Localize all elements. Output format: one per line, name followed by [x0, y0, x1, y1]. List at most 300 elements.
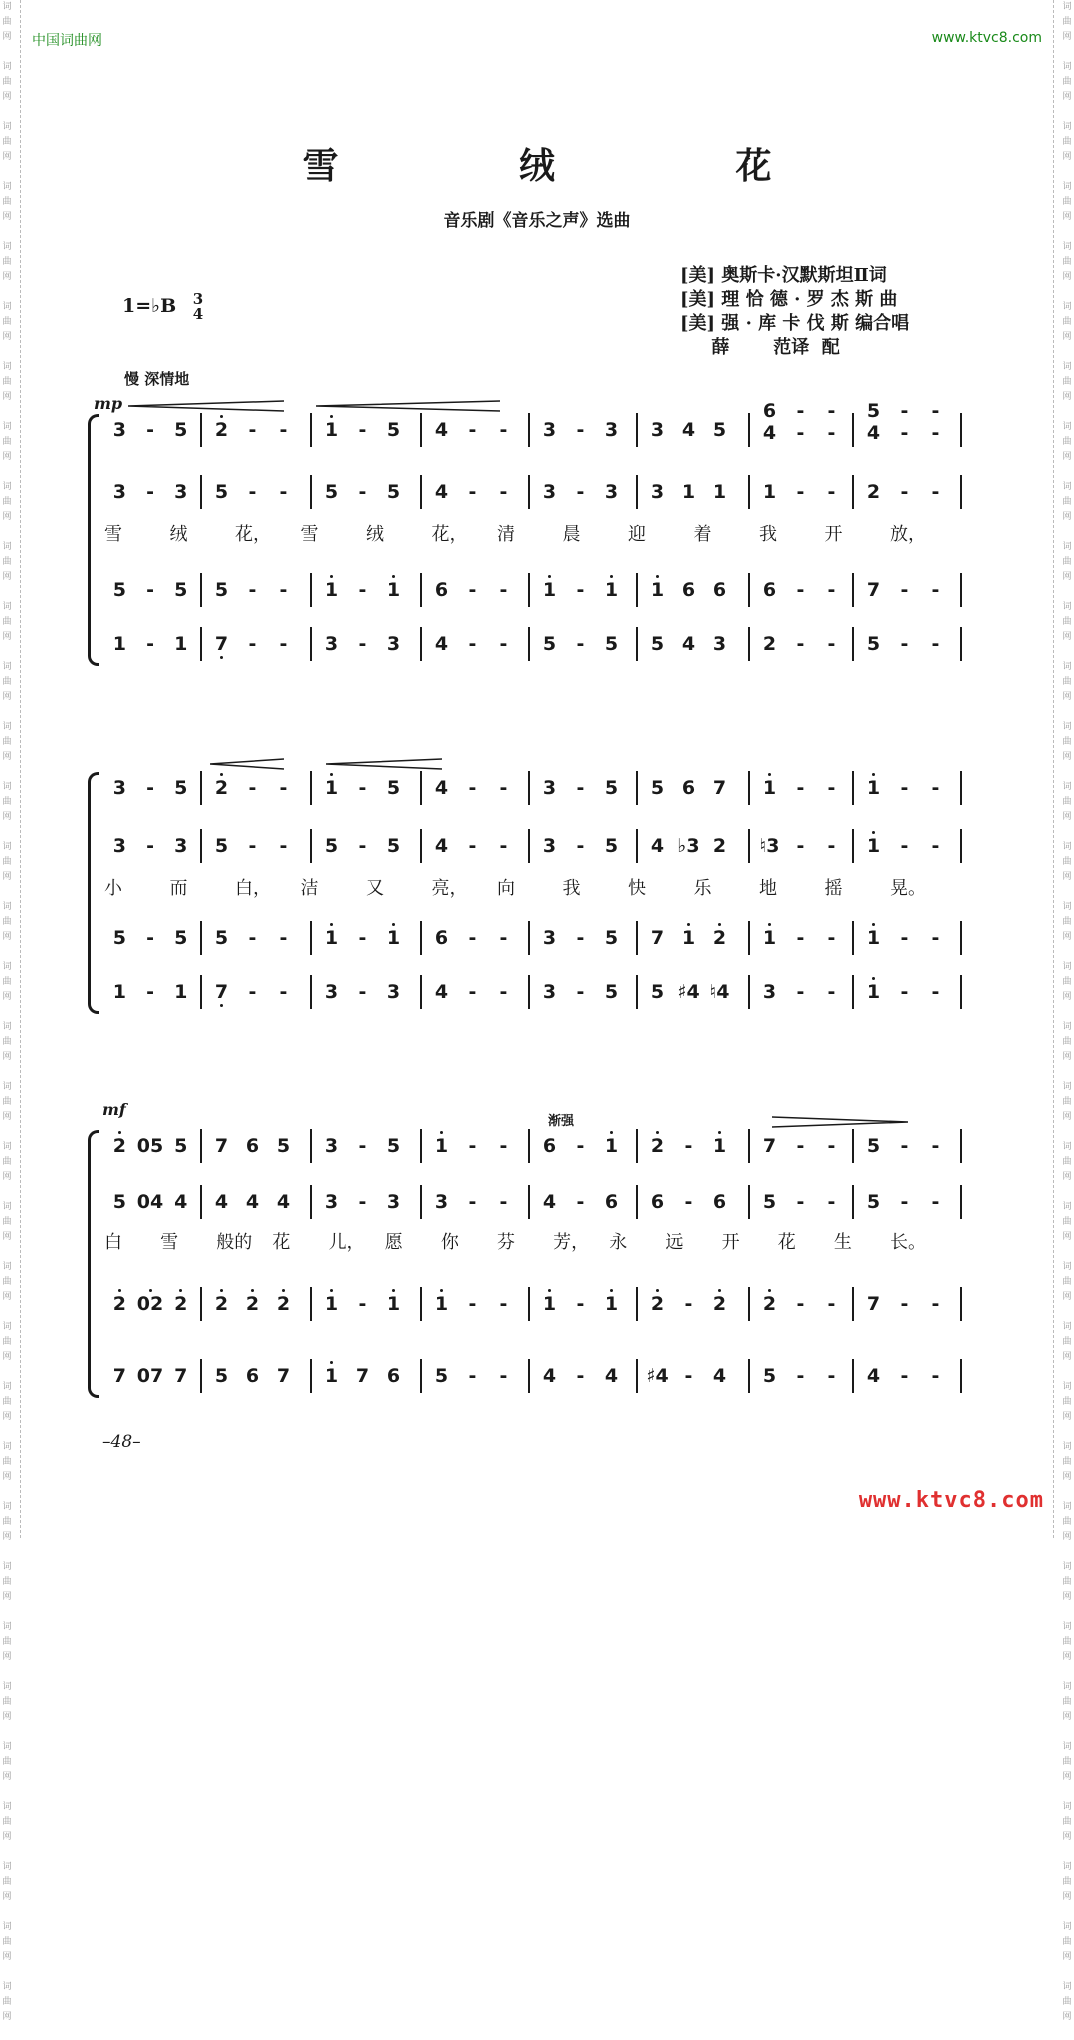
side-glyph: 词	[2, 482, 12, 492]
note: 3	[434, 1191, 449, 1213]
site-name-left[interactable]: 中国词曲网	[32, 33, 102, 49]
side-glyph: 网	[2, 572, 12, 582]
measure	[426, 572, 524, 608]
side-glyph: 词	[2, 1322, 12, 1332]
bar-line	[748, 627, 750, 661]
lyrics-line	[0, 874, 1074, 902]
note: -	[248, 777, 257, 799]
side-glyph: 曲	[1062, 1877, 1072, 1887]
side-glyph: 网	[1062, 1712, 1072, 1722]
note: 2	[104, 1135, 135, 1157]
bar-line	[748, 771, 750, 805]
side-glyph: 网	[1062, 1412, 1072, 1422]
lyric-syllable: 白	[104, 1232, 122, 1253]
note: 3	[324, 1135, 339, 1157]
measure	[534, 572, 632, 608]
side-glyph: 曲	[1062, 77, 1072, 87]
note: 4	[214, 1191, 229, 1213]
bar-line	[200, 829, 202, 863]
note: 4	[245, 1191, 260, 1213]
bar-line	[960, 1129, 962, 1163]
note: 5	[386, 835, 401, 857]
lyric-syllable: 白，	[235, 878, 271, 899]
lyric-syllable: 花，	[431, 524, 468, 545]
bar-line	[310, 975, 312, 1009]
side-glyph: 曲	[2, 377, 12, 387]
side-glyph: 词	[1062, 482, 1072, 492]
bar-line	[200, 1129, 202, 1163]
note: -	[827, 1365, 836, 1387]
side-glyph: 词	[2, 62, 12, 72]
side-glyph: 曲	[1062, 17, 1072, 27]
time-signature	[193, 292, 203, 322]
note: 5	[174, 1135, 188, 1157]
note: 3	[174, 481, 188, 503]
measure	[754, 1286, 848, 1322]
note: -	[468, 481, 477, 503]
bar-line	[310, 413, 312, 447]
note: -	[468, 1365, 477, 1387]
measure	[206, 1358, 306, 1394]
side-glyph: 词	[2, 1862, 12, 1872]
note: 5	[866, 633, 881, 655]
measure	[858, 474, 956, 510]
side-glyph: 网	[2, 1172, 12, 1182]
side-glyph: 词	[1062, 362, 1072, 372]
note: 2	[704, 927, 735, 949]
voice-part	[0, 1286, 1074, 1322]
measure	[642, 626, 744, 662]
side-glyph: 词	[1062, 1982, 1072, 1992]
side-gap	[0, 2025, 14, 2040]
side-glyph: 词	[2, 2, 12, 12]
voice-part	[0, 572, 1074, 608]
note: -	[576, 579, 585, 601]
measure	[316, 770, 416, 806]
bar-line	[636, 1359, 638, 1393]
bar-line	[748, 413, 750, 447]
measure	[206, 770, 306, 806]
note: 2	[704, 1293, 735, 1315]
note: 6	[681, 777, 696, 799]
side-glyph: 词	[2, 182, 12, 192]
measure	[642, 1184, 744, 1220]
bar-line	[748, 1129, 750, 1163]
note: -	[499, 1191, 508, 1213]
lyric-syllable: 开	[824, 524, 843, 545]
lyric-syllable: 生	[833, 1232, 852, 1253]
side-glyph: 词	[2, 1262, 12, 1272]
note: 5	[604, 835, 619, 857]
note: -	[499, 1365, 508, 1387]
side-glyph: 网	[2, 1952, 12, 1962]
note: 5	[604, 633, 619, 655]
bar-line	[636, 1287, 638, 1321]
bar-line	[420, 475, 422, 509]
side-glyph: 网	[2, 1232, 12, 1242]
bar-line	[200, 475, 202, 509]
note: 3	[174, 835, 188, 857]
note: -	[931, 927, 940, 949]
note: -	[900, 835, 909, 857]
side-glyph: 词	[1062, 1142, 1072, 1152]
side-glyph: 曲	[2, 1157, 12, 1167]
lyric-syllable: 我	[759, 524, 777, 545]
lyrics-line	[0, 1228, 1074, 1256]
note: -	[796, 835, 805, 857]
note: 6	[762, 400, 777, 422]
lyric-syllable: 绒	[169, 524, 188, 545]
side-glyph: 网	[1062, 1532, 1072, 1542]
crescendo-hairpin	[326, 758, 442, 770]
bar-line	[528, 1359, 530, 1393]
bar-line	[200, 771, 202, 805]
bar-line	[852, 921, 854, 955]
note: 1	[316, 419, 347, 441]
note: 4	[712, 1365, 727, 1387]
note: 3	[324, 633, 339, 655]
bar-line	[420, 829, 422, 863]
measure	[426, 1184, 524, 1220]
note: 5	[386, 481, 401, 503]
side-glyph: 词	[2, 1142, 12, 1152]
note: 3	[762, 981, 777, 1003]
bar-line	[200, 1359, 202, 1393]
note: ♮4	[709, 981, 730, 1003]
bar-line	[636, 1129, 638, 1163]
note: -	[827, 481, 836, 503]
side-gap	[1060, 1665, 1074, 1680]
time-signature-top: 3	[192, 290, 204, 308]
bar-line	[960, 771, 962, 805]
note: 1	[596, 579, 627, 601]
note: 5	[712, 419, 727, 441]
credit-lyricist: [美] 奥斯卡·汉默斯坦Ⅱ词	[680, 265, 887, 286]
note: -	[146, 981, 154, 1003]
note: 1	[762, 481, 777, 503]
bar-line	[310, 1287, 312, 1321]
lyric-syllable: 向	[497, 878, 515, 899]
side-glyph: 词	[2, 962, 12, 972]
side-gap	[1060, 1965, 1074, 1980]
note: 2	[866, 481, 881, 503]
side-glyph: 曲	[2, 1277, 12, 1287]
side-glyph: 曲	[2, 17, 12, 27]
measure	[534, 474, 632, 510]
note: 5	[112, 579, 126, 601]
voice-part	[0, 1358, 1074, 1394]
note: 3	[604, 419, 619, 441]
measure	[534, 626, 632, 662]
note: -	[931, 777, 940, 799]
note: 6	[434, 579, 449, 601]
side-gap	[1060, 1845, 1074, 1860]
note: 3	[542, 927, 557, 949]
note: 5	[604, 981, 619, 1003]
bar-line	[748, 1359, 750, 1393]
bar-line	[960, 1185, 962, 1219]
voice-part	[0, 920, 1074, 956]
note: -	[499, 481, 508, 503]
note: 2	[206, 777, 237, 799]
bar-line	[852, 1287, 854, 1321]
side-glyph: 曲	[2, 1457, 12, 1467]
side-glyph: 词	[2, 242, 12, 252]
side-gap	[0, 1545, 14, 1560]
bar-line	[852, 1129, 854, 1163]
note: -	[684, 1135, 693, 1157]
note: 1	[534, 1293, 565, 1315]
side-glyph: 曲	[2, 977, 12, 987]
note: 5	[174, 777, 188, 799]
note: 3	[324, 981, 339, 1003]
measure	[426, 412, 524, 448]
side-glyph: 词	[2, 1022, 12, 1032]
side-glyph: 曲	[2, 1757, 12, 1767]
note: -	[576, 835, 585, 857]
note: 3	[712, 633, 727, 655]
lyric-syllable: 晃。	[890, 878, 926, 899]
side-glyph: 曲	[1062, 377, 1072, 387]
chord-line	[858, 400, 951, 422]
bar-line	[420, 1185, 422, 1219]
bar-line	[200, 413, 202, 447]
note: -	[900, 633, 909, 655]
lyric-syllable: 快	[628, 878, 646, 899]
bar-line	[528, 573, 530, 607]
note: 5	[214, 835, 229, 857]
side-glyph: 网	[2, 1832, 12, 1842]
note: 4	[762, 422, 777, 444]
measure	[426, 1128, 524, 1164]
bar-line	[636, 975, 638, 1009]
note: -	[900, 777, 909, 799]
side-glyph: 曲	[2, 1997, 12, 2007]
note: -	[796, 777, 805, 799]
side-glyph: 曲	[2, 557, 12, 567]
side-glyph: 曲	[2, 1217, 12, 1227]
side-glyph: 网	[1062, 332, 1072, 342]
side-glyph: 曲	[2, 317, 12, 327]
side-glyph: 曲	[1062, 917, 1072, 927]
side-gap	[1060, 1785, 1074, 1800]
note: 4	[681, 419, 696, 441]
side-glyph: 网	[1062, 1472, 1072, 1482]
note: 5	[174, 579, 188, 601]
note: 5	[434, 1365, 449, 1387]
measure	[754, 400, 848, 444]
note: -	[796, 1365, 805, 1387]
side-glyph: 网	[2, 332, 12, 342]
measure	[316, 1128, 416, 1164]
measure	[206, 974, 306, 1010]
side-glyph: 曲	[2, 1397, 12, 1407]
bar-line	[636, 475, 638, 509]
bar-line	[528, 1129, 530, 1163]
measure	[316, 572, 416, 608]
side-glyph: 曲	[1062, 1577, 1072, 1587]
song-subtitle: 音乐剧《音乐之声》选曲	[443, 211, 631, 231]
voice-part	[0, 626, 1074, 662]
note: 3	[386, 1191, 401, 1213]
note: -	[931, 579, 940, 601]
side-gap	[0, 1665, 14, 1680]
measure	[104, 1286, 196, 1322]
note: -	[499, 1135, 508, 1157]
page-number: –48–	[102, 1432, 141, 1452]
side-glyph: 曲	[1062, 1397, 1072, 1407]
measure	[104, 572, 196, 608]
lyric-syllable: 芳，	[553, 1232, 590, 1253]
note: -	[931, 981, 940, 1003]
note: -	[146, 579, 154, 601]
note: -	[684, 1293, 693, 1315]
note: 7	[762, 1135, 777, 1157]
side-glyph: 网	[1062, 1772, 1072, 1782]
note: -	[499, 981, 508, 1003]
note: -	[796, 1293, 805, 1315]
measure	[642, 1358, 744, 1394]
note: 3	[650, 481, 665, 503]
note: -	[684, 1191, 693, 1213]
note: 3	[112, 481, 126, 503]
crescendo-hairpin	[128, 400, 284, 412]
note: -	[358, 1135, 367, 1157]
measure	[858, 1128, 956, 1164]
side-gap	[0, 1905, 14, 1920]
note: -	[827, 981, 836, 1003]
note: 5	[762, 1191, 777, 1213]
note: -	[827, 777, 836, 799]
side-glyph: 词	[2, 1622, 12, 1632]
note: -	[279, 927, 288, 949]
bar-line	[852, 1359, 854, 1393]
note: -	[146, 777, 154, 799]
side-glyph: 网	[1062, 1232, 1072, 1242]
note: 6	[604, 1191, 619, 1213]
side-glyph: 曲	[2, 1517, 12, 1527]
side-glyph: 曲	[1062, 197, 1072, 207]
note: 2	[642, 1135, 673, 1157]
note: -	[358, 419, 367, 441]
measure	[642, 770, 744, 806]
note: 6	[650, 1191, 665, 1213]
note: -	[576, 1135, 585, 1157]
side-glyph: 词	[1062, 1862, 1072, 1872]
side-glyph: 词	[2, 302, 12, 312]
note: -	[827, 927, 836, 949]
note: 5	[866, 1135, 881, 1157]
lyric-syllable: 乐	[693, 878, 712, 899]
side-glyph: 网	[1062, 1352, 1072, 1362]
site-url-right[interactable]: www.ktvc8.com	[931, 30, 1042, 46]
bar-line	[420, 975, 422, 1009]
side-glyph: 曲	[2, 257, 12, 267]
lyric-syllable: 儿，	[328, 1232, 365, 1253]
note: -	[827, 633, 836, 655]
note: 1	[681, 481, 696, 503]
measure	[206, 1128, 306, 1164]
side-glyph: 词	[2, 842, 12, 852]
bar-line	[852, 627, 854, 661]
note: 6	[245, 1135, 260, 1157]
note: 7	[276, 1365, 291, 1387]
note: -	[576, 927, 585, 949]
side-glyph: 词	[2, 722, 12, 732]
note: 3	[604, 481, 619, 503]
lyric-syllable: 芬	[497, 1232, 515, 1253]
note: 6	[245, 1365, 260, 1387]
bar-line	[420, 771, 422, 805]
measure	[104, 474, 196, 510]
note: 5	[386, 777, 401, 799]
bar-line	[420, 1129, 422, 1163]
note: 1	[426, 1135, 457, 1157]
side-glyph: 曲	[2, 1577, 12, 1587]
note: 5	[174, 419, 188, 441]
side-glyph: 曲	[1062, 317, 1072, 327]
note: 5	[214, 1365, 229, 1387]
side-glyph: 词	[2, 1802, 12, 1812]
side-glyph: 曲	[1062, 977, 1072, 987]
side-glyph: 曲	[1062, 1097, 1072, 1107]
side-glyph: 词	[1062, 842, 1072, 852]
chord-line	[754, 400, 847, 422]
bar-line	[960, 413, 962, 447]
bar-line	[960, 921, 962, 955]
note: -	[468, 1191, 477, 1213]
note: -	[358, 927, 367, 949]
note: 04	[136, 1191, 164, 1213]
side-glyph: 词	[1062, 1622, 1072, 1632]
note: 7	[174, 1365, 188, 1387]
measure	[426, 828, 524, 864]
note: 5	[866, 1191, 881, 1213]
side-glyph: 网	[2, 872, 12, 882]
note: 6	[712, 579, 727, 601]
side-gap	[1060, 1605, 1074, 1620]
measure	[858, 770, 956, 806]
note: 4	[681, 633, 696, 655]
note: -	[900, 579, 909, 601]
measure	[754, 1184, 848, 1220]
note: 1	[858, 777, 889, 799]
side-glyph: 网	[1062, 272, 1072, 282]
note: -	[684, 1365, 693, 1387]
side-glyph: 网	[2, 632, 12, 642]
lyric-syllable: 小	[104, 878, 122, 899]
side-glyph: 曲	[2, 857, 12, 867]
note: 5	[762, 1365, 777, 1387]
lyric-syllable: 绒	[366, 524, 384, 545]
note: -	[576, 1293, 585, 1315]
note: -	[827, 835, 836, 857]
side-gap	[1060, 45, 1074, 60]
measure	[754, 770, 848, 806]
note: -	[931, 633, 940, 655]
measure	[316, 412, 416, 448]
note: -	[499, 927, 508, 949]
note: -	[900, 927, 909, 949]
side-gap	[1060, 705, 1074, 720]
note: 1	[642, 579, 673, 601]
note: 2	[754, 1293, 785, 1315]
bar-line	[420, 573, 422, 607]
side-glyph: 曲	[2, 77, 12, 87]
note: 1	[316, 579, 347, 601]
note: 7	[214, 1135, 229, 1157]
side-glyph: 词	[1062, 722, 1072, 732]
